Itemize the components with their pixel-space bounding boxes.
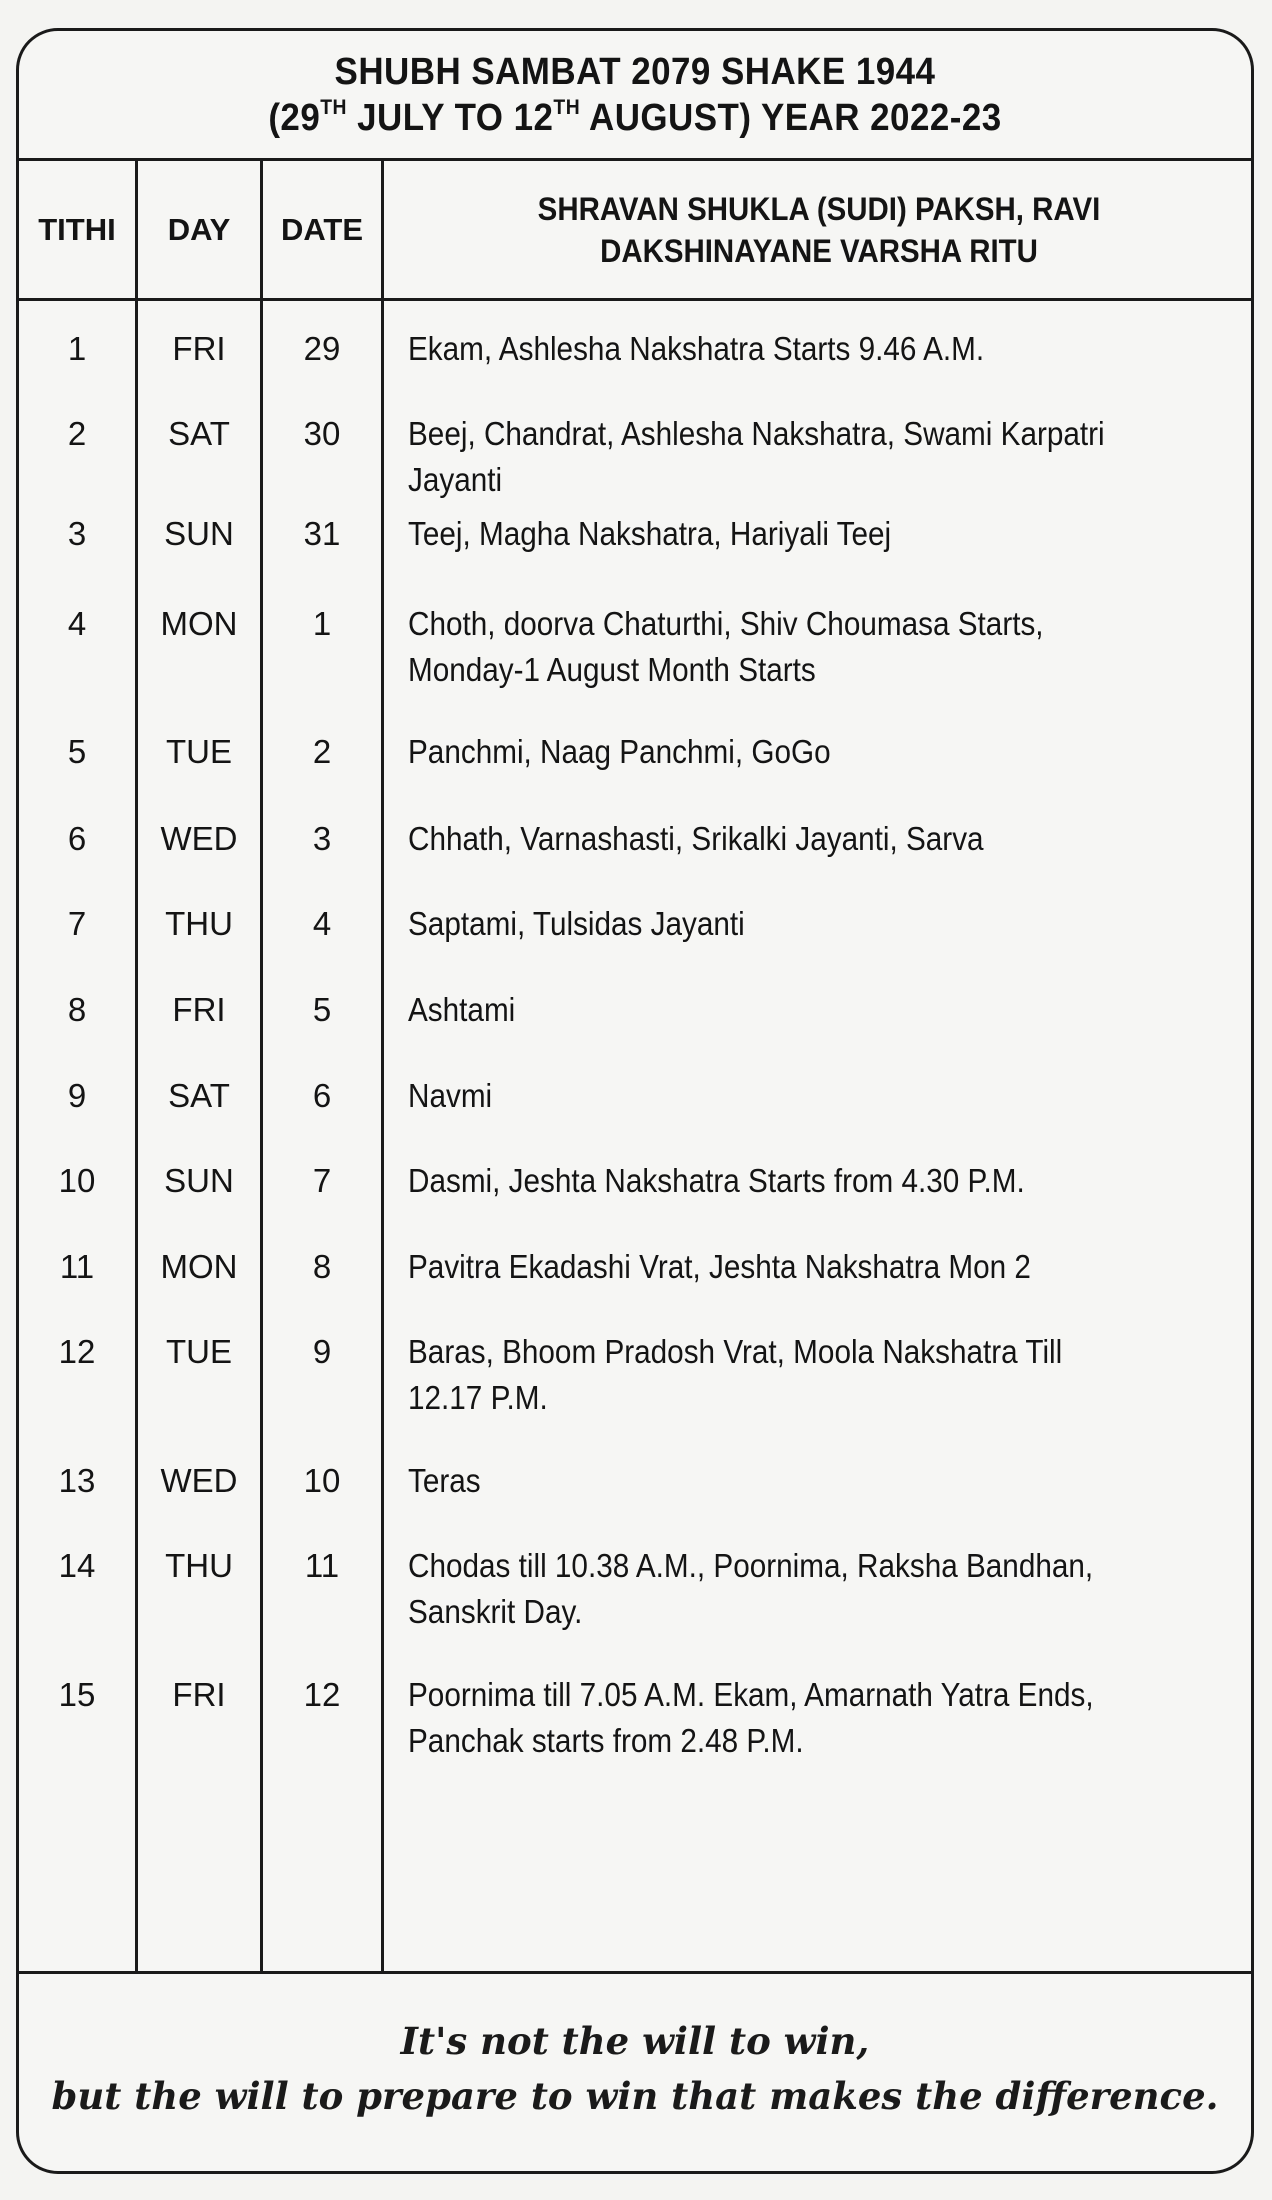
tithi-cell: 11 bbox=[59, 1248, 95, 1285]
description-cell bbox=[408, 987, 1200, 1033]
description-cell bbox=[408, 816, 1200, 862]
tithi-cell: 5 bbox=[67, 733, 87, 770]
description-line: Panchmi, Naag Panchmi, GoGo bbox=[408, 733, 831, 770]
tithi-cell: 14 bbox=[58, 1547, 96, 1584]
day-cell: FRI bbox=[172, 991, 226, 1028]
description-line: Beej, Chandrat, Ashlesha Nakshatra, Swami Karpatri bbox=[408, 415, 1105, 452]
quote-line-1: It's not the will to win, bbox=[400, 2019, 870, 2063]
column-divider bbox=[381, 161, 384, 1971]
tithi-cell: 15 bbox=[58, 1676, 96, 1713]
description-cell bbox=[408, 601, 1200, 693]
description-line: 12.17 P.M. bbox=[408, 1379, 548, 1416]
header-date: DATE bbox=[280, 211, 364, 247]
description-line: Baras, Bhoom Pradosh Vrat, Moola Nakshatra Till bbox=[408, 1333, 1063, 1370]
date-cell: 12 bbox=[303, 1676, 341, 1713]
description-line: Ashtami bbox=[408, 991, 516, 1028]
day-cell: WED bbox=[160, 1462, 238, 1499]
description-line: Navmi bbox=[408, 1077, 493, 1114]
title-block bbox=[19, 31, 1251, 161]
date-cell: 29 bbox=[303, 330, 341, 367]
title-line-2-open: (29 bbox=[268, 97, 321, 139]
title-line-2-close: AUGUST) YEAR 2022-23 bbox=[580, 97, 1002, 139]
header-description-line-2: DAKSHINAYANE VARSHA RITU bbox=[600, 232, 1038, 269]
description-cell bbox=[408, 1158, 1200, 1204]
tithi-cell: 13 bbox=[58, 1462, 96, 1499]
tithi-cell: 7 bbox=[67, 905, 87, 942]
calendar-table bbox=[19, 161, 1251, 1971]
description-cell bbox=[408, 1672, 1200, 1764]
quote-footer bbox=[19, 1971, 1251, 2174]
date-cell: 8 bbox=[312, 1248, 332, 1285]
date-cell: 5 bbox=[312, 991, 332, 1028]
date-cell: 1 bbox=[312, 605, 332, 642]
description-line: Panchak starts from 2.48 P.M. bbox=[408, 1722, 804, 1759]
description-cell bbox=[408, 1073, 1200, 1119]
description-cell bbox=[408, 326, 1200, 372]
date-cell: 11 bbox=[304, 1547, 340, 1584]
day-cell: TUE bbox=[166, 1333, 232, 1370]
description-line: Ekam, Ashlesha Nakshatra Starts 9.46 A.M. bbox=[408, 330, 985, 367]
day-cell: MON bbox=[160, 605, 238, 642]
title-line-1: SHUBH SAMBAT 2079 SHAKE 1944 bbox=[334, 51, 936, 93]
tithi-cell: 3 bbox=[67, 515, 87, 552]
tithi-cell: 12 bbox=[58, 1333, 96, 1370]
day-cell: FRI bbox=[172, 1676, 226, 1713]
description-line: Monday-1 August Month Starts bbox=[408, 651, 816, 688]
date-cell: 6 bbox=[312, 1077, 332, 1114]
tithi-cell: 4 bbox=[67, 605, 87, 642]
title-sup-1: TH bbox=[320, 96, 347, 119]
day-cell: SUN bbox=[164, 1162, 234, 1199]
description-cell bbox=[408, 1543, 1200, 1635]
date-cell: 4 bbox=[312, 905, 332, 942]
description-cell bbox=[408, 511, 1200, 557]
description-line: Sanskrit Day. bbox=[408, 1593, 583, 1630]
day-cell: FRI bbox=[172, 330, 226, 367]
day-cell: SUN bbox=[164, 515, 234, 552]
description-line: Jayanti bbox=[408, 461, 503, 498]
date-cell: 7 bbox=[312, 1162, 332, 1199]
description-line: Choth, doorva Chaturthi, Shiv Choumasa Starts, bbox=[408, 605, 1044, 642]
description-cell bbox=[408, 1458, 1200, 1504]
tithi-cell: 9 bbox=[67, 1077, 87, 1114]
description-cell bbox=[408, 1244, 1200, 1290]
day-cell: SAT bbox=[168, 415, 230, 452]
description-cell bbox=[408, 411, 1200, 503]
header-day: DAY bbox=[167, 211, 231, 247]
tithi-cell: 6 bbox=[67, 820, 87, 857]
day-cell: TUE bbox=[166, 733, 232, 770]
date-cell: 2 bbox=[312, 733, 332, 770]
tithi-cell: 8 bbox=[67, 991, 87, 1028]
description-line: Dasmi, Jeshta Nakshatra Starts from 4.30 P.M. bbox=[408, 1162, 1025, 1199]
description-line: Chhath, Varnashasti, Srikalki Jayanti, Sarva bbox=[408, 820, 984, 857]
description-cell bbox=[408, 1329, 1200, 1421]
description-line: Poornima till 7.05 A.M. Ekam, Amarnath Yatra Ends, bbox=[408, 1676, 1094, 1713]
description-cell bbox=[408, 729, 1200, 775]
description-line: Teej, Magha Nakshatra, Hariyali Teej bbox=[408, 515, 892, 552]
tithi-cell: 1 bbox=[67, 330, 87, 367]
description-line: Saptami, Tulsidas Jayanti bbox=[408, 905, 745, 942]
date-cell: 3 bbox=[312, 820, 332, 857]
day-cell: THU bbox=[165, 1547, 233, 1584]
day-cell: SAT bbox=[168, 1077, 230, 1114]
tithi-cell: 10 bbox=[58, 1162, 96, 1199]
description-cell bbox=[408, 901, 1200, 947]
date-cell: 31 bbox=[303, 515, 341, 552]
title-sup-2: TH bbox=[553, 96, 581, 119]
title-line-2 bbox=[68, 95, 1201, 141]
calendar-card bbox=[16, 28, 1254, 2174]
header-description bbox=[419, 161, 1219, 298]
tithi-cell: 2 bbox=[67, 415, 87, 452]
day-cell: WED bbox=[160, 820, 238, 857]
description-line: Pavitra Ekadashi Vrat, Jeshta Nakshatra Mon 2 bbox=[408, 1248, 1031, 1285]
description-line: Teras bbox=[408, 1462, 481, 1499]
day-cell: THU bbox=[165, 905, 233, 942]
description-line: Chodas till 10.38 A.M., Poornima, Raksha Bandhan, bbox=[408, 1547, 1094, 1584]
quote-line-2: but the will to prepare to win that makes the difference. bbox=[51, 2074, 1219, 2118]
header-description-line-1: SHRAVAN SHUKLA (SUDI) PAKSH, RAVI bbox=[537, 190, 1101, 227]
date-cell: 10 bbox=[303, 1462, 341, 1499]
title-line-2-mid: JULY TO 12 bbox=[346, 97, 554, 139]
header-tithi: TITHI bbox=[38, 211, 116, 247]
table-header-row bbox=[19, 161, 1251, 301]
date-cell: 9 bbox=[312, 1333, 332, 1370]
day-cell: MON bbox=[160, 1248, 238, 1285]
date-cell: 30 bbox=[303, 415, 341, 452]
